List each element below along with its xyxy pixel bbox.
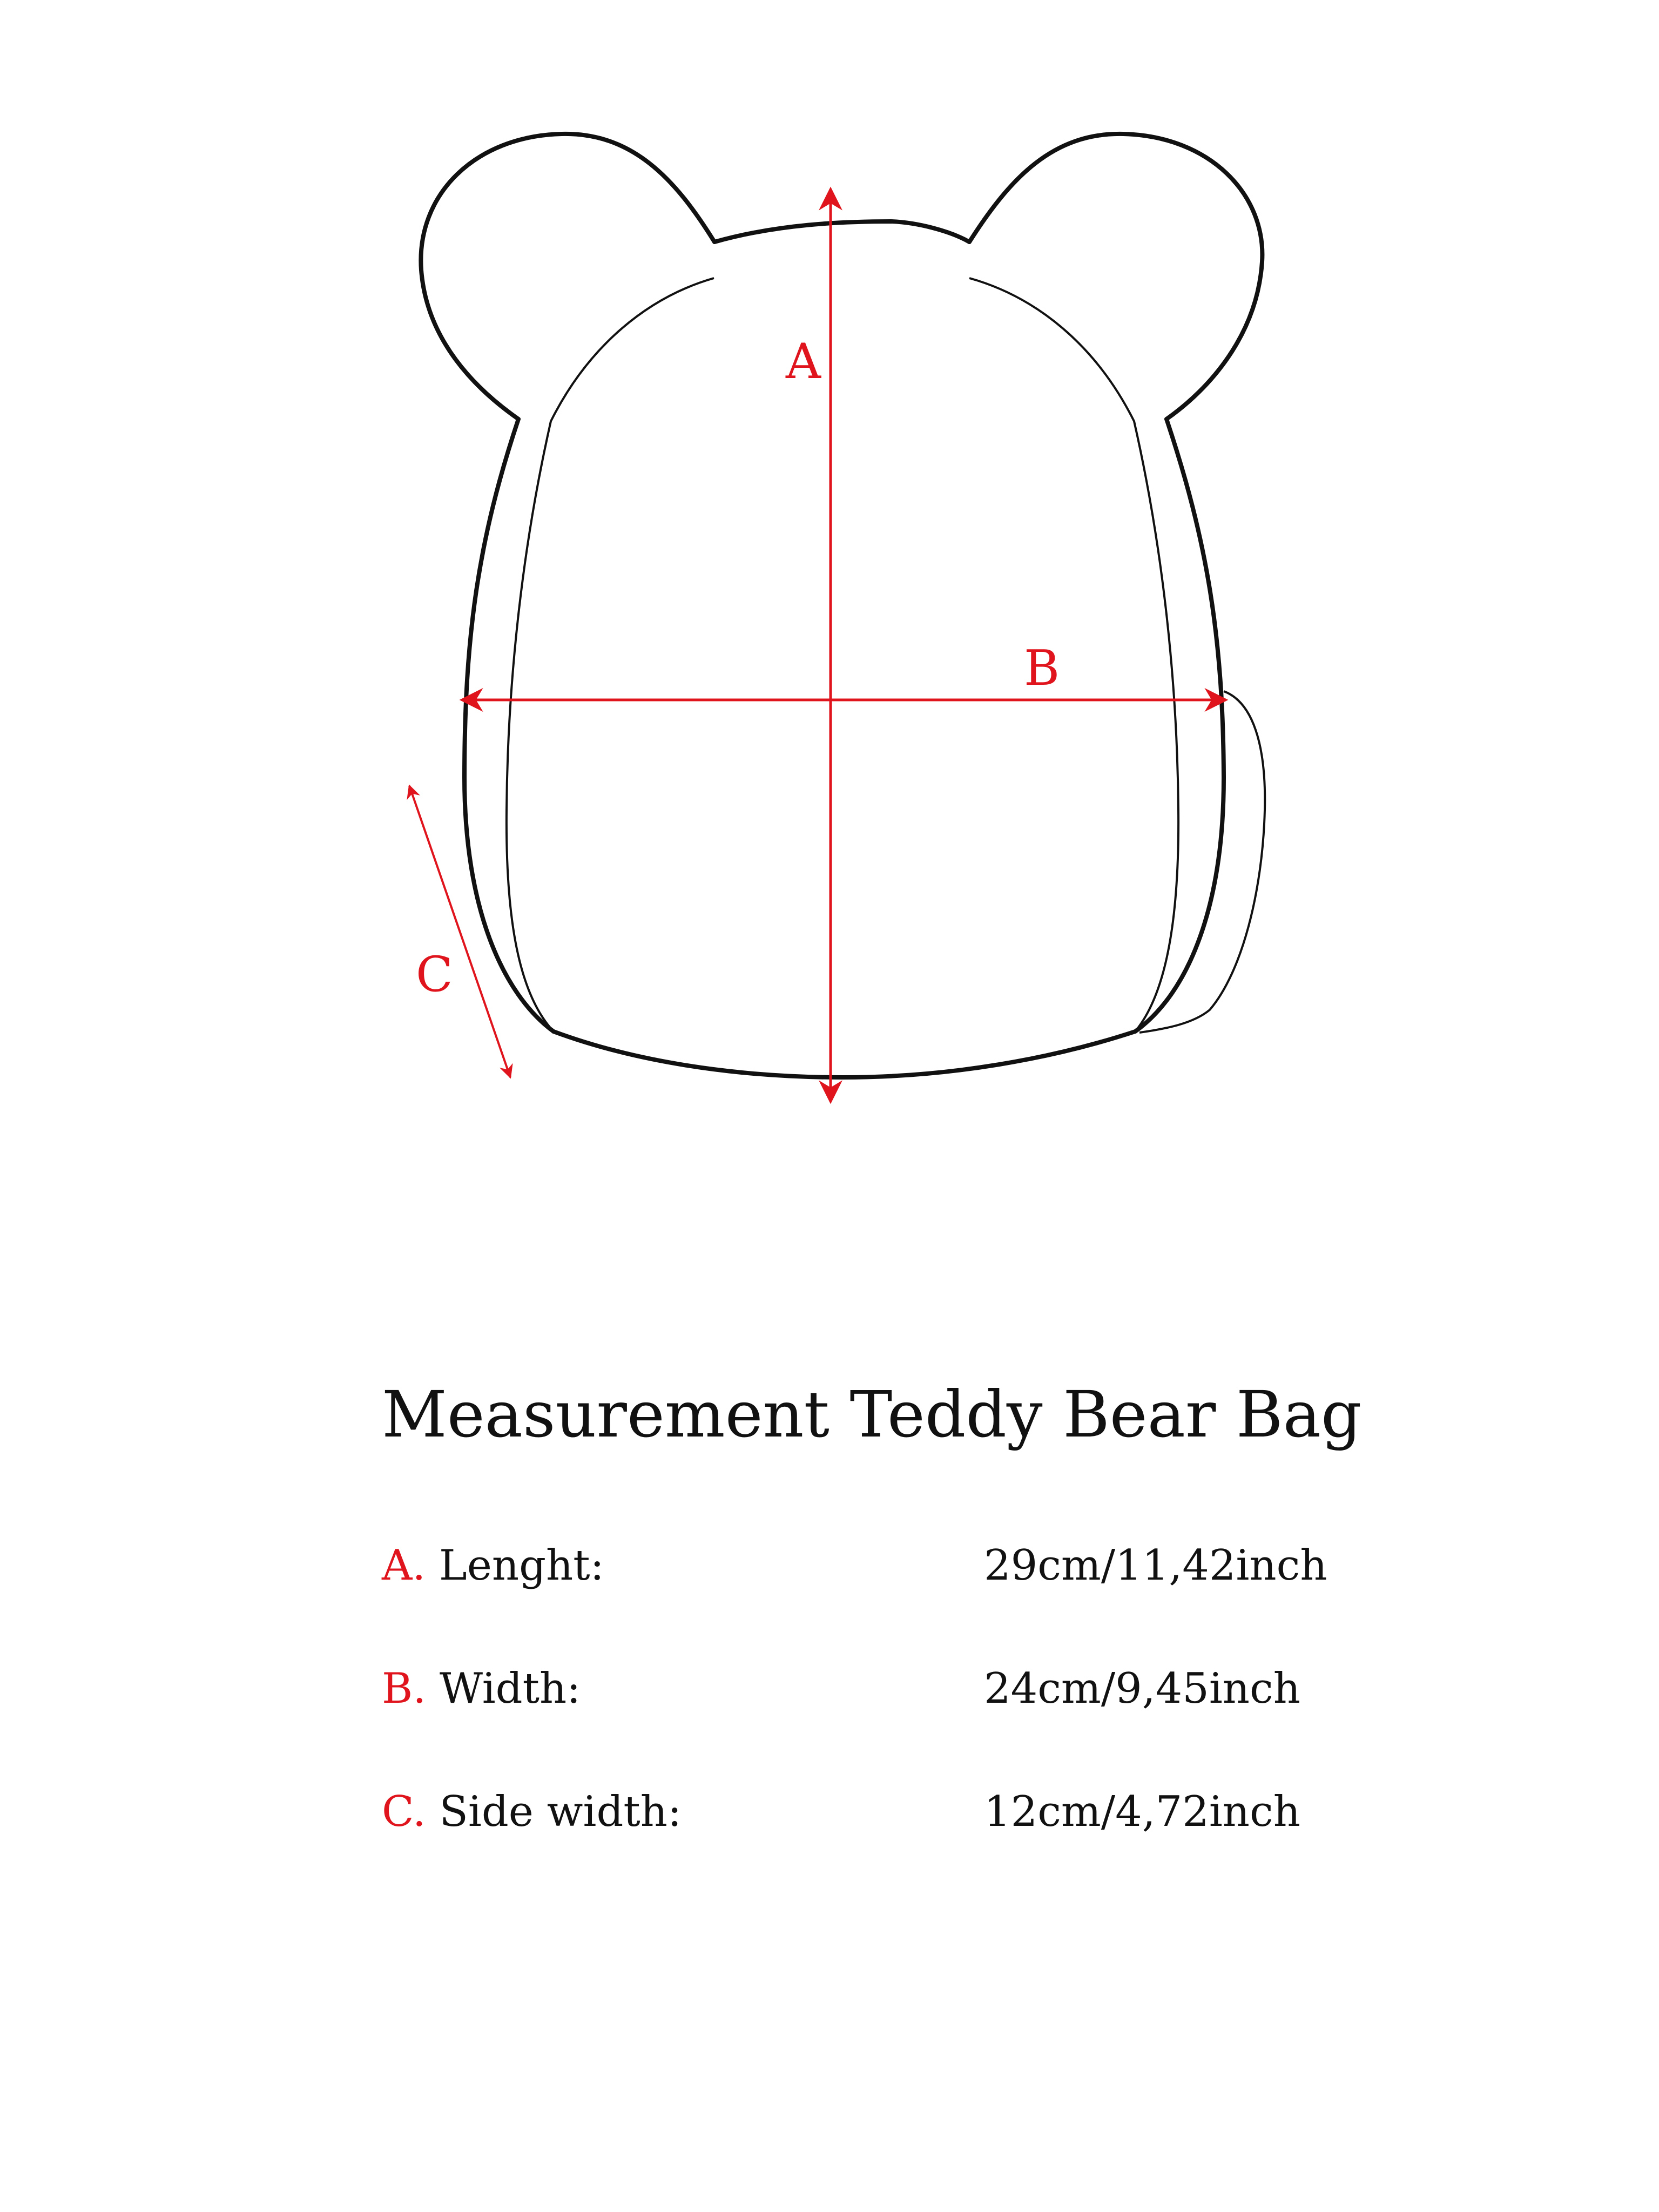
bag-bottom-outline	[554, 1031, 1135, 1077]
bag-head-outline	[714, 221, 969, 242]
front-panel-right-seam	[969, 278, 1178, 1031]
measurement-row-width	[382, 1664, 1300, 1791]
bag-right-side-outline	[1135, 419, 1224, 1031]
measurement-label: Side width:	[439, 1788, 682, 1836]
measurement-letter: B.	[382, 1664, 427, 1713]
measurement-letter: A.	[382, 1541, 426, 1590]
measurement-label: Width:	[439, 1664, 581, 1713]
measurement-row-length	[382, 1541, 1327, 1668]
measurement-letter: C.	[382, 1788, 426, 1836]
left-ear-outline	[421, 134, 714, 419]
dimension-c-arrow	[409, 786, 510, 1077]
measurement-list	[382, 1541, 1327, 1914]
shoulder-strap-outline	[1139, 691, 1265, 1033]
measurement-value: 29cm/11,42inch	[984, 1541, 1327, 1590]
right-ear-outline	[969, 134, 1262, 419]
measurement-label: Lenght:	[439, 1541, 604, 1590]
front-panel-left-seam	[507, 278, 714, 1031]
dimension-a-label: A	[786, 333, 821, 390]
dimension-c-label: C	[416, 946, 453, 1003]
measurement-value: 12cm/4,72inch	[984, 1788, 1300, 1836]
measurement-row-side-width	[382, 1788, 1300, 1914]
page-title: Measurement Teddy Bear Bag	[382, 1377, 1362, 1452]
measurement-value: 24cm/9,45inch	[984, 1664, 1300, 1713]
dimension-b-label: B	[1024, 640, 1060, 697]
